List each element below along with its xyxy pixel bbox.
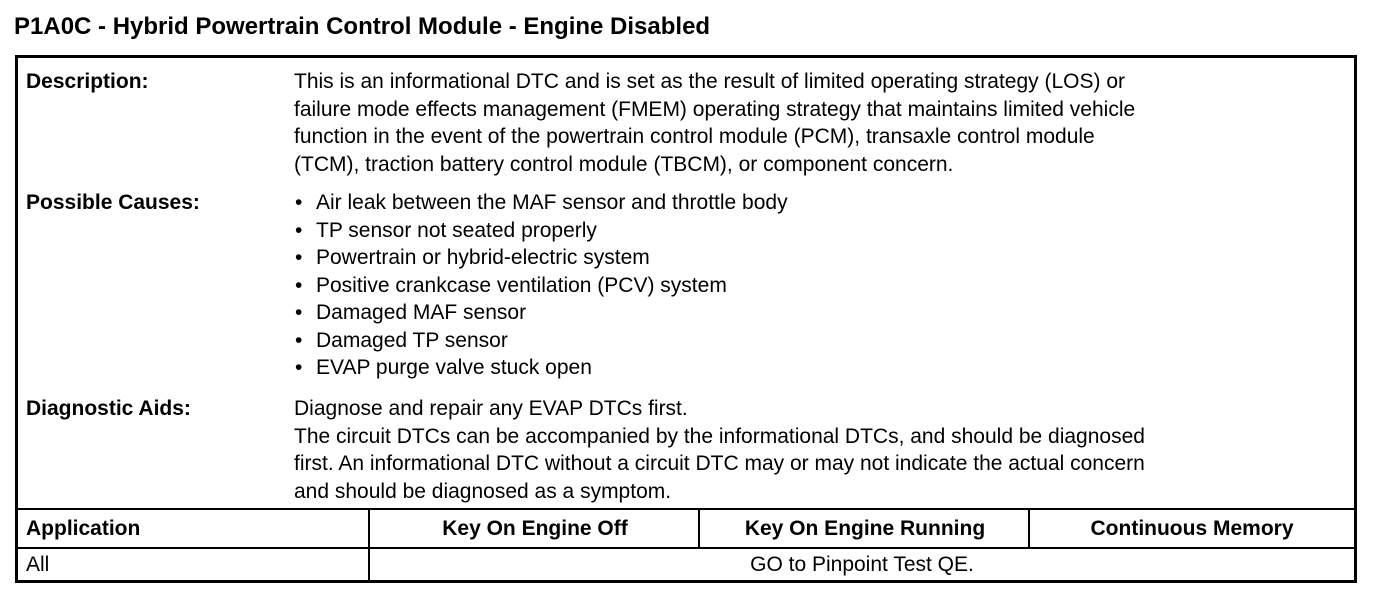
- description-line: (TCM), traction battery control module (TBCM), or component concern.: [294, 152, 954, 176]
- cause-item: • EVAP purge valve stuck open: [294, 354, 1344, 382]
- column-divider: [1028, 510, 1030, 548]
- header-continuous-memory: Continuous Memory: [1090, 517, 1294, 540]
- cause-item: • Positive crankcase ventilation (PCV) system: [294, 272, 1344, 300]
- description-label: Description:: [26, 70, 149, 93]
- possible-causes-label: Possible Causes:: [26, 191, 200, 214]
- cause-item: • Damaged MAF sensor: [294, 299, 1344, 327]
- description-line: failure mode effects management (FMEM) operating strategy that maintains limited vehicle: [294, 97, 1136, 121]
- description-text: [294, 68, 1344, 178]
- diagnostic-aids-text: [294, 395, 1344, 505]
- description-line: function in the event of the powertrain control module (PCM), transaxle control module: [294, 125, 1095, 148]
- application-value: All: [26, 553, 50, 576]
- cause-item: • TP sensor not seated properly: [294, 217, 1344, 245]
- header-key-on-engine-running: Key On Engine Running: [744, 517, 986, 540]
- cause-item: • Air leak between the MAF sensor and throttle body: [294, 189, 1344, 217]
- header-application: Application: [26, 517, 141, 540]
- page-title: P1A0C - Hybrid Powertrain Control Module - Engine Disabled: [14, 13, 711, 40]
- header-key-on-engine-off: Key On Engine Off: [442, 517, 628, 540]
- cause-item: • Powertrain or hybrid-electric system: [294, 244, 1344, 272]
- possible-causes-list: [294, 189, 1344, 382]
- diagnostic-aids-line: Diagnose and repair any EVAP DTCs first.: [294, 397, 688, 420]
- column-divider: [698, 510, 700, 548]
- diagnostic-aids-line: first. An informational DTC without a circuit DTC may or may not indicate the actual concern: [294, 452, 1145, 475]
- possible-causes-list-wrap: [294, 189, 1344, 382]
- cause-item: • Damaged TP sensor: [294, 327, 1344, 355]
- description-line: This is an informational DTC and is set as the result of limited operating strategy (LOS) or: [294, 70, 1126, 93]
- pinpoint-test-instruction: GO to Pinpoint Test QE.: [750, 553, 974, 576]
- dtc-info-table: [15, 55, 1357, 583]
- diagnostic-aids-label: Diagnostic Aids:: [26, 397, 191, 420]
- diagnostic-aids-line: The circuit DTCs can be accompanied by the informational DTCs, and should be diagnosed: [294, 424, 1145, 448]
- application-table: [18, 508, 1354, 580]
- diagnostic-aids-line: and should be diagnosed as a symptom.: [294, 479, 672, 503]
